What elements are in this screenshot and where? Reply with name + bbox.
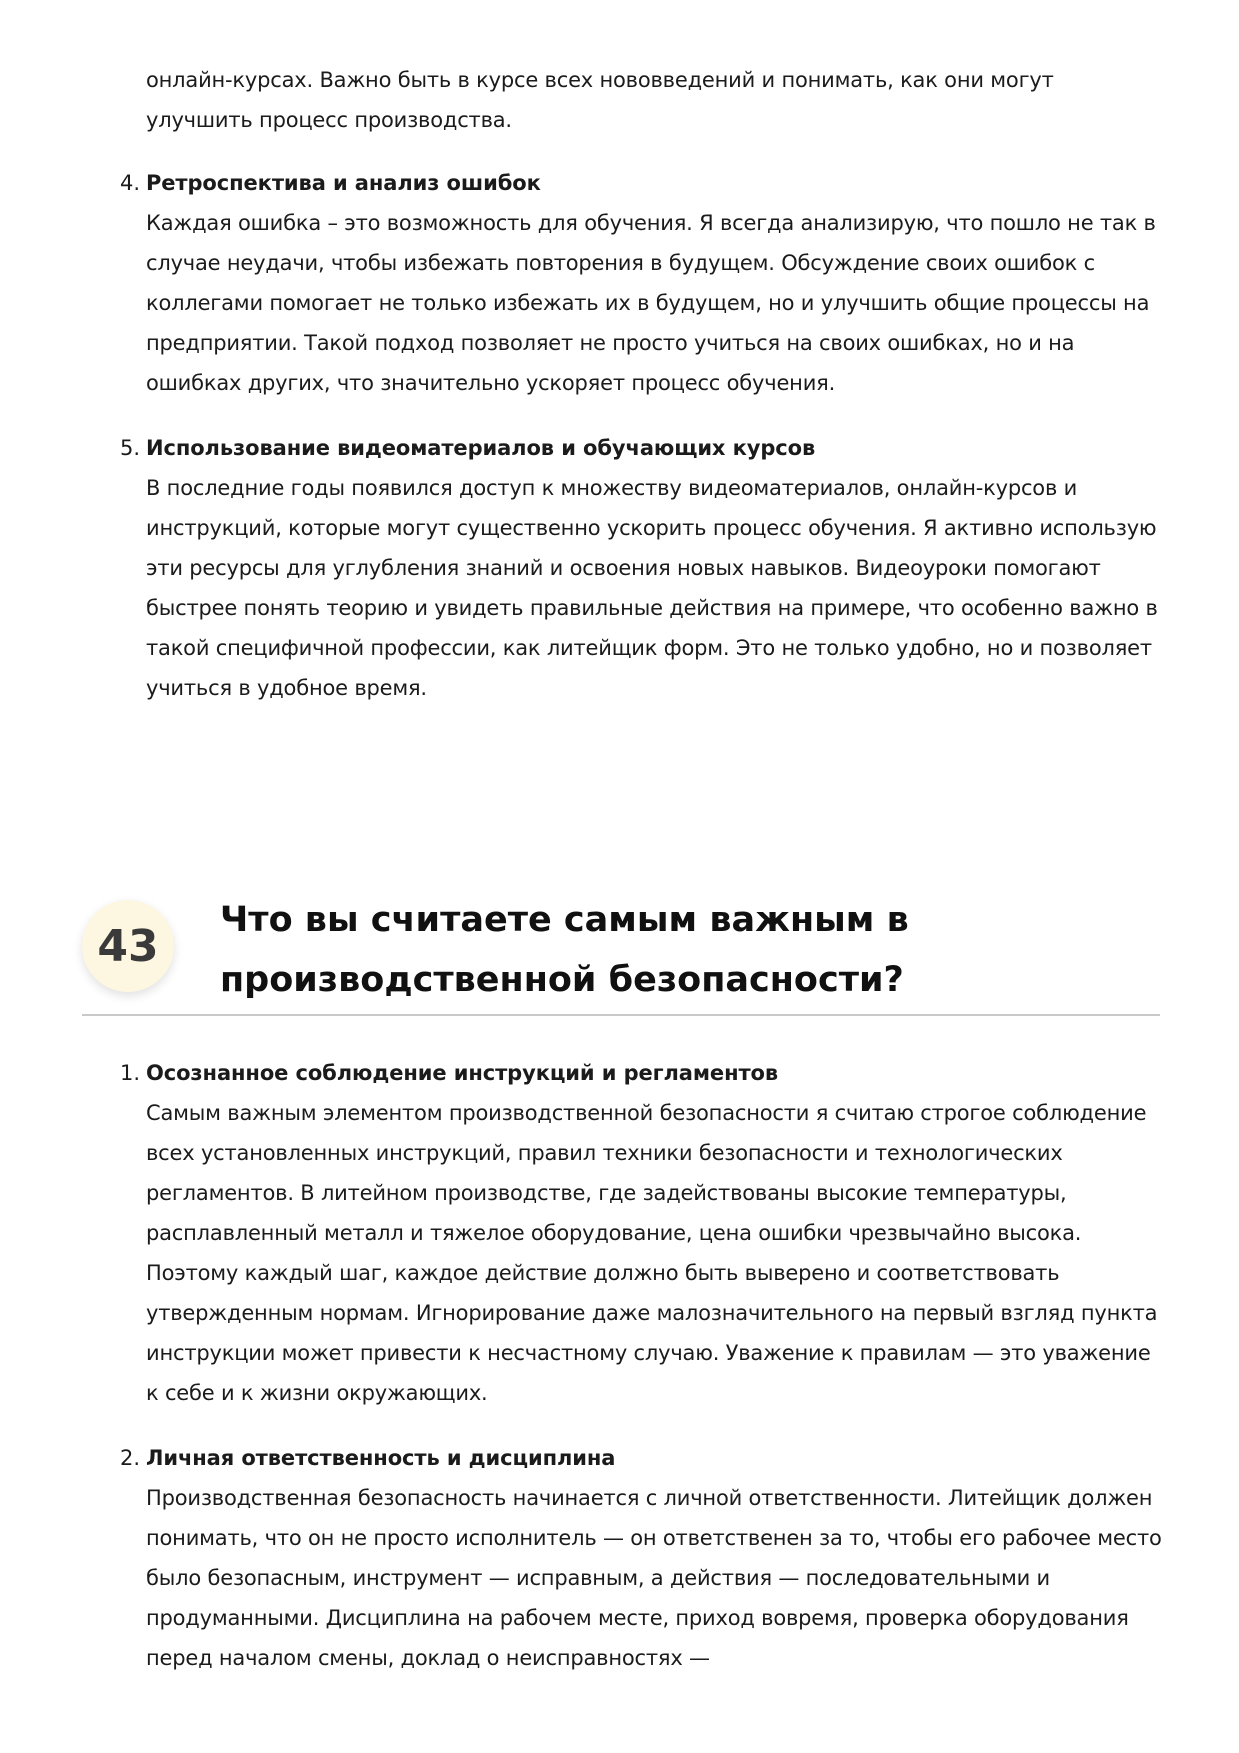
list-item-title: Личная ответственность и дисциплина bbox=[146, 1446, 616, 1470]
list-item-responsibility bbox=[120, 1438, 1160, 1678]
question-number-badge: 43 bbox=[82, 900, 174, 992]
list-item-title: Осознанное соблюдение инструкций и регламентов bbox=[146, 1061, 779, 1085]
list-item-number: 1. bbox=[120, 1061, 141, 1085]
section-divider bbox=[82, 1014, 1160, 1016]
list-item-number: 2. bbox=[120, 1446, 141, 1470]
list-item-instructions bbox=[120, 1053, 1160, 1413]
question-title: Что вы считаете самым важным в производственной безопасности? bbox=[220, 900, 909, 1000]
list-item-title: Ретроспектива и анализ ошибок bbox=[146, 171, 541, 195]
continuation-paragraph: онлайн-курсах. Важно быть в курсе всех нововведений и понимать, как они могут улучшить процесс производства. bbox=[146, 68, 1054, 132]
list-item-text: Каждая ошибка – это возможность для обучения. Я всегда анализирую, что пошло не так в случае неудачи, чтобы избежать повторения в будущем. Обсуждение своих ошибок с коллегами помогает не только избежать их в будущем, но и улучшить общие процессы на предприятии. Такой подход позволяет не просто учиться на своих ошибках, но и на ошибках других, что значительно ускоряет процесс обучения. bbox=[146, 211, 1156, 395]
list-item-number: 4. bbox=[120, 171, 141, 195]
list-item-video-materials bbox=[120, 428, 1160, 708]
list-item-retrospective bbox=[120, 163, 1160, 403]
list-item-title: Использование видеоматериалов и обучающих курсов bbox=[146, 436, 816, 460]
list-item-text: В последние годы появился доступ к множеству видеоматериалов, онлайн-курсов и инструкций, которые могут существенно ускорить процесс обучения. Я активно использую эти ресурсы для углубления знаний и освоения новых навыков. Видеоуроки помогают быстрее понять теорию и увидеть правильные действия на примере, что особенно важно в такой специфичной профессии, как литейщик форм. Это не только удобно, но и позволяет учиться в удобное время. bbox=[146, 476, 1158, 700]
list-item-number: 5. bbox=[120, 436, 141, 460]
list-item-text: Самым важным элементом производственной безопасности я считаю строгое соблюдение всех установленных инструкций, правил техники безопасности и технологических регламентов. В литейном производстве, где задействованы высокие температуры, расплавленный металл и тяжелое оборудование, цена ошибки чрезвычайно высока. Поэтому каждый шаг, каждое действие должно быть выверено и соответствовать утвержденным нормам. Игнорирование даже малозначительного на первый взгляд пункта инструкции может привести к несчастному случаю. Уважение к правилам — это уважение к себе и к жизни окружающих. bbox=[146, 1101, 1158, 1405]
list-item-text: Производственная безопасность начинается с личной ответственности. Литейщик должен понимать, что он не просто исполнитель — он ответственен за то, чтобы его рабочее место было безопасным, инструмент — исправным, а действия — последовательными и продуманными. Дисциплина на рабочем месте, приход вовремя, проверка оборудования перед началом смены, доклад о неисправностях — bbox=[146, 1486, 1162, 1670]
